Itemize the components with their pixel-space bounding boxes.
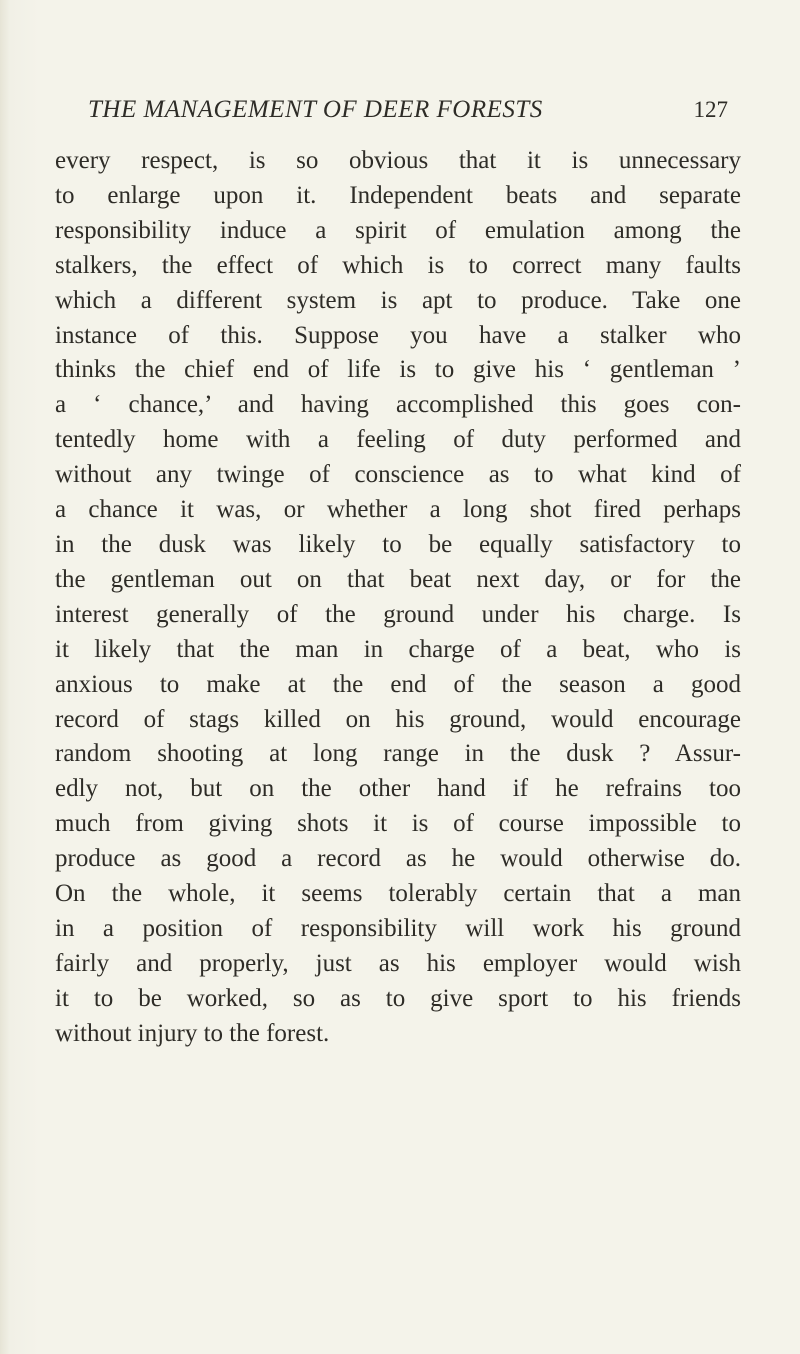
text-line: instance of this. Suppose you have a stalker who	[55, 321, 741, 349]
page-number: 127	[693, 97, 728, 122]
running-title: THE MANAGEMENT OF DEER FORESTS	[88, 96, 543, 123]
text-line: which a different system is apt to produce. Take one	[55, 286, 741, 314]
text-line: it to be worked, so as to give sport to his friends	[55, 984, 741, 1012]
text-line: much from giving shots it is of course impossible to	[55, 810, 741, 838]
text-line: thinks the chief end of life is to give his ‘ gentleman ’	[55, 356, 741, 384]
text-line: interest generally of the ground under his charge. Is	[55, 600, 741, 628]
text-line: every respect, is so obvious that it is unnecessary	[55, 147, 741, 174]
text-line: the gentleman out on that beat next day, or for the	[55, 565, 741, 593]
text-line: a ‘ chance,’ and having accomplished this goes con-	[55, 391, 741, 419]
text-line: stalkers, the effect of which is to correct many faults	[55, 251, 741, 279]
text-line: a chance it was, or whether a long shot fired perhaps	[55, 496, 741, 524]
text-line: without injury to the forest.	[55, 1019, 330, 1047]
text-line: On the whole, it seems tolerably certain that a man	[55, 880, 741, 908]
text-line: edly not, but on the other hand if he refrains too	[55, 775, 741, 803]
page-header	[88, 92, 728, 128]
text-line: in the dusk was likely to be equally satisfactory to	[55, 530, 741, 558]
text-line: random shooting at long range in the dusk ? Assur-	[55, 740, 741, 768]
text-line: record of stags killed on his ground, would encourage	[55, 705, 741, 733]
text-line: tentedly home with a feeling of duty performed and	[55, 426, 741, 454]
text-line: produce as good a record as he would otherwise do.	[55, 845, 741, 873]
text-line: responsibility induce a spirit of emulation among the	[55, 216, 741, 244]
body-paragraph	[55, 144, 741, 1052]
text-line: to enlarge upon it. Independent beats and separate	[55, 181, 741, 209]
text-line: fairly and properly, just as his employer would wish	[55, 949, 741, 977]
text-line: in a position of responsibility will work his ground	[55, 914, 741, 942]
text-line: it likely that the man in charge of a beat, who is	[55, 635, 741, 663]
text-line: anxious to make at the end of the season a good	[55, 670, 741, 698]
text-line: without any twinge of conscience as to what kind of	[55, 461, 741, 489]
